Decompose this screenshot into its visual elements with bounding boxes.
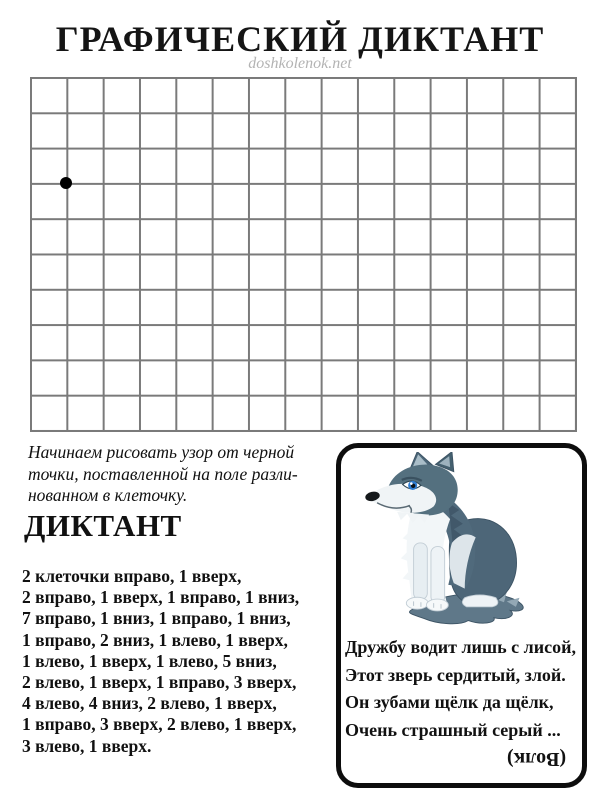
step-line: 2 клеточки вправо, 1 вверх, [22, 566, 242, 586]
riddle-answer [341, 747, 582, 770]
riddle-line: Этот зверь сердитый, злой. [345, 664, 566, 685]
intro-line: Начинаем рисовать узор от черной [28, 442, 295, 462]
step-line: 2 вправо, 1 вверх, 1 вправо, 1 вниз, [22, 587, 300, 608]
riddle-card [336, 443, 587, 788]
riddle-text [345, 634, 582, 744]
step-line: 1 вправо, 2 вниз, 1 влево, 1 вверх, [22, 629, 288, 650]
dictation-steps [22, 566, 299, 757]
dictation-grid [30, 77, 577, 432]
step-line: 1 влево, 1 вверх, 1 влево, 5 вниз, [22, 650, 277, 671]
intro-line: точки, поставленной на поле разли- [28, 463, 298, 484]
riddle-line: Дружбу водит лишь с лисой, [345, 637, 576, 657]
wolf-illustration [357, 452, 567, 632]
step-line: 2 влево, 1 вверх, 1 вправо, 3 вверх, [22, 672, 297, 693]
wolf-muzzle [368, 484, 436, 513]
riddle-line: Он зубами щёлк да щёлк, [345, 692, 554, 712]
step-line: 3 влево, 1 вверх. [22, 735, 152, 756]
riddle-line: Очень страшный серый ... [345, 719, 561, 740]
page-title: ГРАФИЧЕСКИЙ ДИКТАНТ [55, 19, 545, 59]
dictation-heading: ДИКТАНТ [24, 508, 182, 543]
step-line: 4 влево, 4 вниз, 2 влево, 1 вверх, [22, 693, 277, 714]
intro-paragraph [28, 442, 340, 507]
step-line: 7 вправо, 1 вниз, 1 вправо, 1 вниз, [22, 608, 291, 629]
intro-line: нованном в клеточку. [28, 485, 188, 505]
watermark-text: doshkolenok.net [248, 55, 352, 72]
wolf-hind-paw [462, 595, 497, 607]
start-dot [60, 177, 72, 189]
step-line: 1 вправо, 3 вверх, 2 влево, 1 вверх, [22, 714, 297, 735]
riddle-answer-text: (Волк) [506, 748, 566, 770]
